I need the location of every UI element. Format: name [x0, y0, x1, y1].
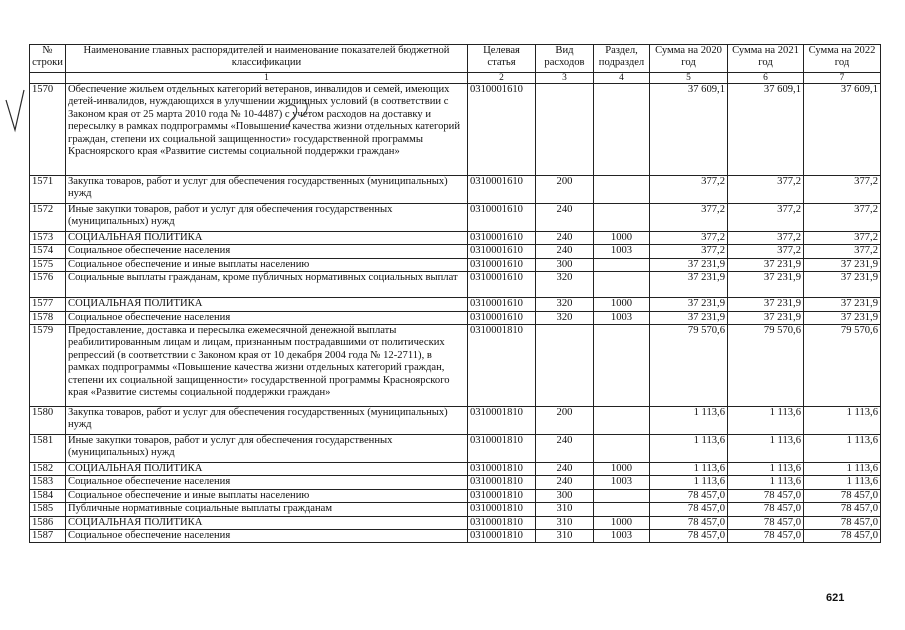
table-row — [30, 435, 881, 463]
cell-section — [594, 204, 650, 232]
cell-sum-2022: 78 457,0 — [804, 503, 881, 516]
cell-target: 0310001610 — [468, 232, 536, 245]
column-number-row — [30, 73, 881, 84]
table-row — [30, 84, 881, 176]
cell-name: Закупка товаров, работ и услуг для обеспечения государственных (муниципальных) нужд — [66, 176, 468, 204]
cell-sum-2021: 1 113,6 — [728, 407, 804, 435]
cell-target: 0310001610 — [468, 204, 536, 232]
cell-expense-type: 300 — [536, 489, 594, 502]
cell-row-no: 1582 — [30, 463, 66, 476]
cell-expense-type: 240 — [536, 245, 594, 258]
cell-section — [594, 503, 650, 516]
cell-sum-2022: 79 570,6 — [804, 325, 881, 407]
cell-target: 0310001610 — [468, 298, 536, 311]
cell-sum-2022: 37 609,1 — [804, 84, 881, 176]
cell-expense-type: 310 — [536, 503, 594, 516]
column-number — [30, 73, 66, 84]
cell-row-no: 1581 — [30, 435, 66, 463]
cell-sum-2020: 37 231,9 — [650, 272, 728, 298]
cell-expense-type: 240 — [536, 204, 594, 232]
cell-row-no: 1573 — [30, 232, 66, 245]
cell-sum-2022: 377,2 — [804, 176, 881, 204]
cell-expense-type: 200 — [536, 176, 594, 204]
cell-target: 0310001810 — [468, 325, 536, 407]
header-expense-type: Вид расходов — [536, 45, 594, 73]
column-number: 7 — [804, 73, 881, 84]
cell-row-no: 1574 — [30, 245, 66, 258]
table-row — [30, 325, 881, 407]
cell-target: 0310001810 — [468, 463, 536, 476]
header-sum-2022: Сумма на 2022 год — [804, 45, 881, 73]
table-row — [30, 272, 881, 298]
cell-row-no: 1570 — [30, 84, 66, 176]
cell-sum-2022: 37 231,9 — [804, 272, 881, 298]
column-number: 1 — [66, 73, 468, 84]
cell-name: Обеспечение жильем отдельных категорий ветеранов, инвалидов и семей, имеющих детей-инвалидов, нуждающихся в улучшении жилищных условий (в соответствии с Законом края от 25 марта 2010 года № 10-4487) с учетом расходов на доставку и пересылку в рамках подпрограммы «Повышение качества жизни отдельных категорий граждан, степени их социальной защищенности» государственной программы Красноярского края «Развитие системы социальной поддержки граждан» — [66, 84, 468, 176]
cell-name: Социальное обеспечение населения — [66, 245, 468, 258]
cell-sum-2021: 78 457,0 — [728, 503, 804, 516]
cell-sum-2020: 78 457,0 — [650, 516, 728, 529]
column-number: 5 — [650, 73, 728, 84]
cell-name: Социальное обеспечение населения — [66, 311, 468, 324]
cell-expense-type: 240 — [536, 476, 594, 489]
cell-row-no: 1579 — [30, 325, 66, 407]
cell-section: 1000 — [594, 298, 650, 311]
cell-target: 0310001810 — [468, 435, 536, 463]
cell-sum-2021: 37 231,9 — [728, 298, 804, 311]
table-body — [30, 84, 881, 543]
cell-sum-2020: 1 113,6 — [650, 463, 728, 476]
cell-name: СОЦИАЛЬНАЯ ПОЛИТИКА — [66, 463, 468, 476]
cell-name: Предоставление, доставка и пересылка ежемесячной денежной выплаты реабилитированным лицам и лицам, признанным пострадавшими от политических репрессий (в соответствии с Законом края от 10 декабря 2004 года № 12-2711), в рамках подпрограммы «Повышение качества жизни отдельных категорий граждан, степени их социальной защищенности» государственной программы Красноярского края «Развитие системы социальной поддержки граждан» — [66, 325, 468, 407]
cell-target: 0310001610 — [468, 176, 536, 204]
cell-section — [594, 272, 650, 298]
cell-sum-2022: 377,2 — [804, 232, 881, 245]
cell-section: 1003 — [594, 476, 650, 489]
cell-row-no: 1580 — [30, 407, 66, 435]
cell-sum-2021: 78 457,0 — [728, 516, 804, 529]
cell-name: Социальное обеспечение населения — [66, 530, 468, 543]
cell-sum-2021: 37 231,9 — [728, 258, 804, 271]
cell-name: СОЦИАЛЬНАЯ ПОЛИТИКА — [66, 232, 468, 245]
table-row — [30, 298, 881, 311]
cell-sum-2020: 1 113,6 — [650, 435, 728, 463]
cell-section — [594, 325, 650, 407]
cell-section: 1000 — [594, 232, 650, 245]
cell-sum-2020: 37 231,9 — [650, 258, 728, 271]
cell-row-no: 1577 — [30, 298, 66, 311]
table-row — [30, 176, 881, 204]
table-row — [30, 530, 881, 543]
header-sum-2020: Сумма на 2020 год — [650, 45, 728, 73]
header-row-no: № строки — [30, 45, 66, 73]
cell-sum-2022: 377,2 — [804, 245, 881, 258]
cell-expense-type: 240 — [536, 463, 594, 476]
cell-sum-2020: 1 113,6 — [650, 476, 728, 489]
cell-sum-2020: 37 231,9 — [650, 298, 728, 311]
cell-sum-2021: 377,2 — [728, 204, 804, 232]
table-row — [30, 489, 881, 502]
header-target: Целевая статья — [468, 45, 536, 73]
table-row — [30, 503, 881, 516]
cell-sum-2022: 1 113,6 — [804, 407, 881, 435]
cell-sum-2022: 78 457,0 — [804, 489, 881, 502]
cell-name: СОЦИАЛЬНАЯ ПОЛИТИКА — [66, 298, 468, 311]
cell-sum-2020: 377,2 — [650, 232, 728, 245]
cell-expense-type: 320 — [536, 272, 594, 298]
cell-sum-2020: 1 113,6 — [650, 407, 728, 435]
cell-expense-type: 240 — [536, 435, 594, 463]
table-row — [30, 245, 881, 258]
cell-sum-2022: 1 113,6 — [804, 463, 881, 476]
column-number: 6 — [728, 73, 804, 84]
cell-target: 0310001610 — [468, 258, 536, 271]
cell-expense-type — [536, 84, 594, 176]
table-row — [30, 476, 881, 489]
cell-sum-2020: 78 457,0 — [650, 530, 728, 543]
cell-sum-2021: 78 457,0 — [728, 530, 804, 543]
header-section: Раздел, подраздел — [594, 45, 650, 73]
cell-target: 0310001610 — [468, 245, 536, 258]
cell-sum-2022: 1 113,6 — [804, 435, 881, 463]
cell-expense-type: 300 — [536, 258, 594, 271]
cell-sum-2021: 78 457,0 — [728, 489, 804, 502]
cell-sum-2022: 377,2 — [804, 204, 881, 232]
cell-sum-2020: 78 457,0 — [650, 503, 728, 516]
cell-sum-2021: 37 231,9 — [728, 311, 804, 324]
cell-name: СОЦИАЛЬНАЯ ПОЛИТИКА — [66, 516, 468, 529]
cell-row-no: 1584 — [30, 489, 66, 502]
cell-expense-type: 310 — [536, 530, 594, 543]
cell-name: Публичные нормативные социальные выплаты гражданам — [66, 503, 468, 516]
cell-name: Социальные выплаты гражданам, кроме публичных нормативных социальных выплат — [66, 272, 468, 298]
cell-row-no: 1575 — [30, 258, 66, 271]
column-number: 4 — [594, 73, 650, 84]
cell-row-no: 1578 — [30, 311, 66, 324]
cell-row-no: 1585 — [30, 503, 66, 516]
cell-sum-2022: 78 457,0 — [804, 530, 881, 543]
header-sum-2021: Сумма на 2021 год — [728, 45, 804, 73]
cell-sum-2022: 37 231,9 — [804, 311, 881, 324]
cell-section: 1003 — [594, 245, 650, 258]
cell-sum-2022: 37 231,9 — [804, 298, 881, 311]
cell-sum-2020: 377,2 — [650, 176, 728, 204]
cell-name: Иные закупки товаров, работ и услуг для обеспечения государственных (муниципальных) нужд — [66, 435, 468, 463]
cell-row-no: 1572 — [30, 204, 66, 232]
table-row — [30, 232, 881, 245]
cell-expense-type: 320 — [536, 298, 594, 311]
header-row — [30, 45, 881, 73]
cell-sum-2020: 37 609,1 — [650, 84, 728, 176]
cell-expense-type: 310 — [536, 516, 594, 529]
page-number: 621 — [826, 592, 845, 604]
cell-sum-2022: 37 231,9 — [804, 258, 881, 271]
cell-sum-2021: 1 113,6 — [728, 435, 804, 463]
cell-section — [594, 489, 650, 502]
cell-sum-2021: 377,2 — [728, 232, 804, 245]
cell-sum-2020: 78 457,0 — [650, 489, 728, 502]
budget-table — [29, 44, 881, 543]
cell-sum-2022: 78 457,0 — [804, 516, 881, 529]
table-row — [30, 463, 881, 476]
cell-section — [594, 407, 650, 435]
cell-section: 1000 — [594, 463, 650, 476]
cell-row-no: 1586 — [30, 516, 66, 529]
cell-target: 0310001810 — [468, 503, 536, 516]
cell-sum-2022: 1 113,6 — [804, 476, 881, 489]
cell-sum-2021: 37 609,1 — [728, 84, 804, 176]
cell-sum-2021: 1 113,6 — [728, 476, 804, 489]
cell-expense-type: 200 — [536, 407, 594, 435]
cell-name: Иные закупки товаров, работ и услуг для обеспечения государственных (муниципальных) нужд — [66, 204, 468, 232]
cell-target: 0310001810 — [468, 407, 536, 435]
cell-section — [594, 435, 650, 463]
cell-target: 0310001610 — [468, 311, 536, 324]
cell-target: 0310001810 — [468, 516, 536, 529]
cell-section: 1003 — [594, 530, 650, 543]
table-row — [30, 311, 881, 324]
cell-target: 0310001810 — [468, 530, 536, 543]
cell-sum-2021: 1 113,6 — [728, 463, 804, 476]
cell-row-no: 1583 — [30, 476, 66, 489]
cell-expense-type: 320 — [536, 311, 594, 324]
cell-row-no: 1587 — [30, 530, 66, 543]
column-number: 3 — [536, 73, 594, 84]
cell-sum-2021: 37 231,9 — [728, 272, 804, 298]
cell-section — [594, 84, 650, 176]
table-row — [30, 516, 881, 529]
table-row — [30, 204, 881, 232]
header-name: Наименование главных распорядителей и наименование показателей бюджетной классификации — [66, 45, 468, 73]
cell-sum-2020: 377,2 — [650, 204, 728, 232]
table-row — [30, 407, 881, 435]
cell-name: Закупка товаров, работ и услуг для обеспечения государственных (муниципальных) нужд — [66, 407, 468, 435]
cell-sum-2020: 37 231,9 — [650, 311, 728, 324]
cell-expense-type: 240 — [536, 232, 594, 245]
column-number: 2 — [468, 73, 536, 84]
cell-target: 0310001810 — [468, 476, 536, 489]
cell-section: 1003 — [594, 311, 650, 324]
cell-row-no: 1576 — [30, 272, 66, 298]
table-row — [30, 258, 881, 271]
cell-row-no: 1571 — [30, 176, 66, 204]
cell-section — [594, 258, 650, 271]
cell-name: Социальное обеспечение и иные выплаты населению — [66, 258, 468, 271]
cell-name: Социальное обеспечение и иные выплаты населению — [66, 489, 468, 502]
cell-sum-2021: 377,2 — [728, 245, 804, 258]
cell-section — [594, 176, 650, 204]
cell-target: 0310001810 — [468, 489, 536, 502]
budget-sheet — [29, 44, 880, 543]
cell-sum-2021: 377,2 — [728, 176, 804, 204]
cell-sum-2020: 79 570,6 — [650, 325, 728, 407]
cell-sum-2021: 79 570,6 — [728, 325, 804, 407]
cell-expense-type — [536, 325, 594, 407]
cell-name: Социальное обеспечение населения — [66, 476, 468, 489]
cell-sum-2020: 377,2 — [650, 245, 728, 258]
cell-target: 0310001610 — [468, 272, 536, 298]
cell-target: 0310001610 — [468, 84, 536, 176]
cell-section: 1000 — [594, 516, 650, 529]
